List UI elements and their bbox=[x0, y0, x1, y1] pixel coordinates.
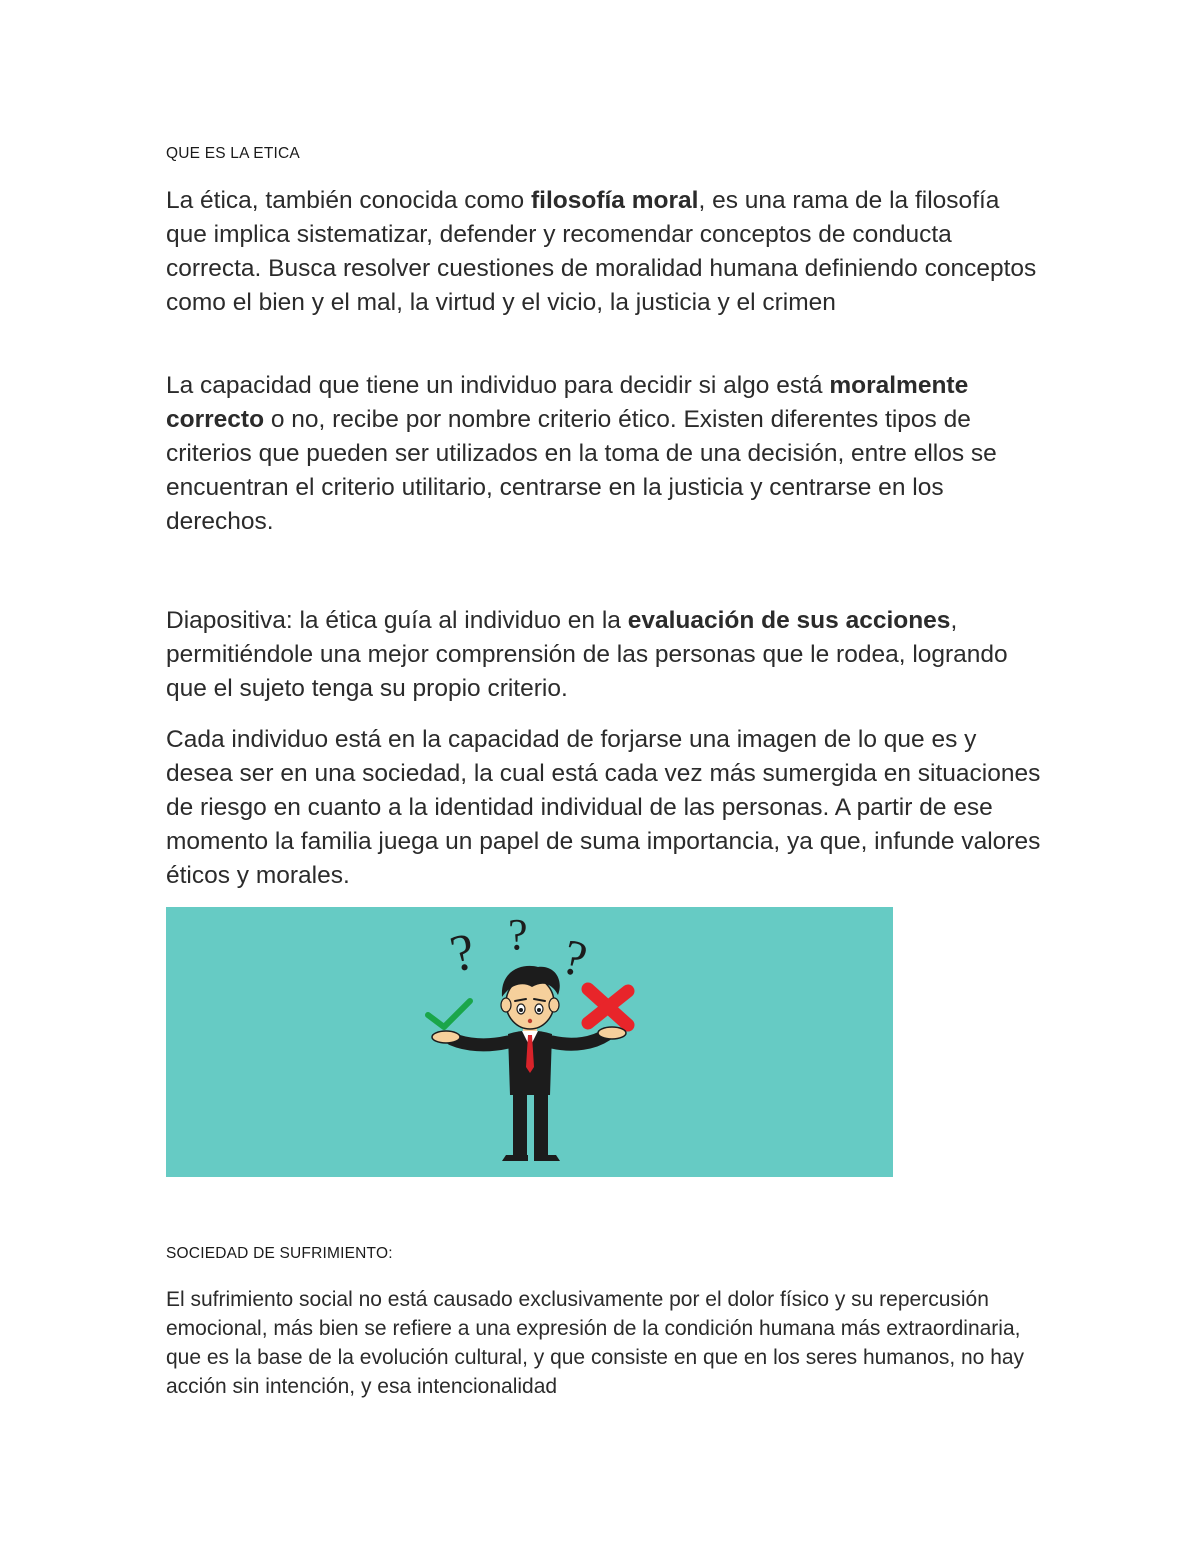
bold-term-moralmente-correcto: moralmente correcto bbox=[166, 372, 969, 433]
paragraph-diapositiva bbox=[166, 604, 1046, 706]
paragraph-text: , permitiéndole una mejor comprensión de las personas que le rodea, logrando que el sujeto tenga su propio criterio. bbox=[166, 607, 1008, 702]
confused-businessman-illustration bbox=[166, 907, 893, 1177]
paragraph-text: o no, recibe por nombre criterio ético. Existen diferentes tipos de criterios que pueden ser utilizados en la toma de una decisión, entre ellos se encuentran el criterio utilitario, centrarse en la justicia y centrarse en los derechos. bbox=[166, 406, 997, 535]
question-mark-right: ? bbox=[557, 927, 593, 988]
paragraph-definicion-etica bbox=[166, 184, 1046, 320]
check-mark-icon bbox=[428, 1001, 470, 1027]
question-mark-left: ? bbox=[445, 922, 480, 984]
paragraph-text: La capacidad que tiene un individuo para decidir si algo está bbox=[166, 372, 830, 399]
section-heading-que-es-la-etica: QUE ES LA ETICA bbox=[166, 145, 300, 162]
paragraph-text: Diapositiva: la ética guía al individuo en la bbox=[166, 607, 628, 634]
bold-term-evaluacion-acciones: evaluación de sus acciones bbox=[627, 607, 951, 634]
cross-mark-icon bbox=[588, 989, 628, 1025]
paragraph-text: , es una rama de la filosofía que implica sistematizar, defender y recomendar conceptos de conducta correcta. Busca resolver cuestiones de moralidad humana definiendo conceptos como el bien y el mal, la virtud y el vicio, la justicia y el crimen bbox=[166, 187, 1037, 316]
paragraph-text: La ética, también conocida como bbox=[166, 187, 531, 214]
paragraph-criterio-etico bbox=[166, 369, 1046, 539]
businessman-icon bbox=[166, 907, 893, 1177]
bold-term-filosofia-moral: filosofía moral bbox=[531, 187, 699, 214]
question-mark-center: ? bbox=[508, 910, 528, 959]
section-heading-sociedad-sufrimiento: SOCIEDAD DE SUFRIMIENTO: bbox=[166, 1245, 393, 1262]
paragraph-sufrimiento-social: El sufrimiento social no está causado exclusivamente por el dolor físico y su repercusión emocional, más bien se refiere a una expresión de la condición humana más extraordinaria, que es la base de la evolución cultural, y que consiste en que en los seres humanos, no hay acción sin intención, y esa intencionalidad bbox=[166, 1288, 1025, 1398]
paragraph-identidad-individual: Cada individuo está en la capacidad de forjarse una imagen de lo que es y desea ser en una sociedad, la cual está cada vez más sumergida en situaciones de riesgo en cuanto a la identidad individual de las personas. A partir de ese momento la familia juega un papel de suma importancia, ya que, infunde valores éticos y morales. bbox=[166, 726, 1041, 889]
